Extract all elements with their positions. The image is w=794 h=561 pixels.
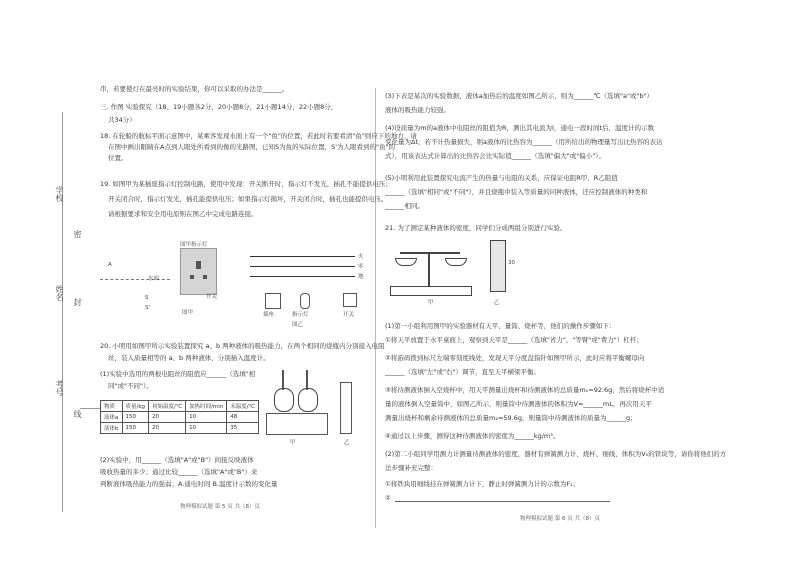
q18-line2: 在图中画出眼睛在A点到人眼处所看到的像的光路图，已知S为鱼的实际位置，S'为人眼看到的"鱼"的 <box>108 143 395 151</box>
q19-line3: 请根据要求和安全用电原则在图乙中完成电路连接。 <box>108 210 258 218</box>
fig-yi-label: 乙 <box>344 440 350 446</box>
q21-step-2: ①将天平放置于水平桌面上，观察到天平是______（选填"省力"、"等臂"或"费力"）杠杆； <box>385 336 643 344</box>
live-wire <box>250 256 355 257</box>
table-header-cell: 初始温度/℃ <box>149 401 186 412</box>
q20-cont-line5: 式），用该表达式计算出的比热容会比实际值______（选填"偏大"或"偏小"）。 <box>385 152 605 160</box>
table-header-cell: 物质 <box>101 401 123 412</box>
right-page-footer: 物理模拟试题 第 6 页 共（8）页 <box>520 516 600 522</box>
plug-label: 插座 <box>263 312 275 318</box>
answer-blank-line <box>395 501 610 502</box>
point-s-prime-label: S' <box>145 305 151 311</box>
thermometer-scale-icon <box>340 382 352 434</box>
balance-base-icon <box>390 286 472 296</box>
q20-q2-line2: 吸收热量的多少；通过比较______（选填"A"或"B"）来 <box>100 468 258 476</box>
graduated-cylinder-icon <box>490 240 506 292</box>
table-cell: 150 <box>122 412 149 423</box>
ground-wire <box>250 276 355 277</box>
socket-hole-icon <box>196 261 201 269</box>
plug-symbol-icon <box>265 293 281 309</box>
table-cell: 液体a <box>101 412 123 423</box>
fig-jia-label: 甲 <box>290 440 296 446</box>
binding-line <box>62 112 63 512</box>
q21-step-1: (1)第一小组利用图甲的实验器材有天平、量筒、烧杯等，他们的操作步骤如下： <box>385 322 616 330</box>
q21-step-8: ④通过以上步骤，测得这种待测液体的密度为______kg/m³。 <box>385 432 560 440</box>
q20-cont-line4: 变化量为Δt，若不计热量损失，则a液体的比热容为______（用所给出的物理量写出比热容的表达 <box>385 138 663 146</box>
q19-line2: 开关闭合时，指示灯发光，插孔能提供电压；如果指示灯损坏，开关闭合时，插孔也能提供电压。 <box>108 195 388 203</box>
table-header-row <box>101 401 259 412</box>
point-a-label: A <box>108 262 112 268</box>
q21-step-3: ②将游码拨到标尺左端零刻度线处，发现天平分度盘指针如图甲所示，此时应将平衡螺母向 <box>385 354 645 362</box>
light-symbol-icon <box>300 293 310 309</box>
light-label: 指示灯 <box>292 312 309 318</box>
fig-jia-label: 图甲 <box>182 310 194 316</box>
left-page-footer: 物理模拟试题 第 5 页 共（8）页 <box>180 504 260 510</box>
school-label: 学校 <box>55 186 64 202</box>
balance-pan-icon <box>395 258 417 266</box>
cylinder-reading: 30 <box>508 260 515 266</box>
table-cell: 液体b <box>101 423 123 434</box>
socket-picture <box>180 248 217 295</box>
q18-q19-figures <box>100 242 375 338</box>
q20-q1-line1: (1)实验中选用的两根电阻丝的阻值应______（选填"相 <box>100 370 256 378</box>
table-header-cell: 末温度/℃ <box>227 401 259 412</box>
socket-hole-icon <box>190 275 194 279</box>
socket-hole-icon <box>203 275 207 279</box>
balance-pan-icon <box>445 258 467 266</box>
thermometer-a-icon <box>282 370 284 390</box>
q21-step-4: ______（选填"左"或"右"）调节，直至天平横梁平衡； <box>385 368 540 376</box>
exam-no-label: 考号 <box>55 380 64 396</box>
flask-b-icon <box>298 388 318 412</box>
q20-cont-line7: ______（选填"相同"或"不同"），并且烧瓶中装入等质量的同种液体，还应控制液体的种类和 <box>385 188 648 196</box>
q21-step-10: 法步骤补充完整： <box>385 464 437 472</box>
table-cell: 20 <box>149 423 186 434</box>
table-header-cell: 质量/kg <box>122 401 149 412</box>
switch2-label: 开关 <box>343 312 355 318</box>
q18-line3: 位置。 <box>108 154 128 162</box>
q19-line1: 19. 如图甲为某插座指示灯控制电路，使用中发现：开关断开时，指示灯不发光，插孔不能提供电压； <box>100 180 392 188</box>
seal-mark-3: 线 <box>73 410 82 418</box>
seal-mark-2: 封 <box>73 298 82 306</box>
q20-q2-line3: 判断液体吸热能力的强弱；A.通电时间 B.温度计示数的变化量 <box>100 480 278 488</box>
switch-label: 开关 <box>206 294 218 300</box>
live-label: 火 <box>358 254 364 260</box>
table-cell: 150 <box>122 423 149 434</box>
table-header-cell: 加热时间/min <box>186 401 227 412</box>
table-row <box>101 412 259 423</box>
q20-line2: 丝，装入质量相等的 a、b 两种液体，分别插入温度计。 <box>108 354 270 362</box>
switch-symbol-icon <box>343 293 357 307</box>
point-s-label: S <box>145 295 149 301</box>
q20-cont-line8: ______相同。 <box>385 202 424 210</box>
name-label: 姓名 <box>55 285 64 301</box>
water-surface-line <box>100 279 170 280</box>
q20-line1: 20. 小明用如图甲所示实验装置探究 a、b 两种液体的吸热能力，在两个相同的烧瓶内分别接入电阻 <box>100 342 385 350</box>
fig-yi-label: 图乙 <box>292 322 304 328</box>
q21-title: 21. 为了测定某种液体的密度，同学们分成两组分别进行实验。 <box>385 224 567 232</box>
ground-label: 地 <box>358 274 364 280</box>
q20-q2-line1: (2)实验中，用______（选填"A"或"B"）间接反映液体 <box>100 456 254 464</box>
section3-title: 三. 作图 实验探究（18、19小题各2分，20小题8分，21小题14分，22小题8分， <box>100 103 338 111</box>
table-row <box>101 423 259 434</box>
q21-step-11: ①将铁块用细线挂在弹簧测力计下，静止时弹簧测力计的示数为F₁； <box>385 480 580 488</box>
q18-line1: 18. 在轮船的航标平面示意图中，某乘客发现水面上有一个"鱼"的位置，若此时若要看清"鱼"则应下的地方，请 <box>100 132 417 140</box>
q17-tail: 串，若要使灯在最亮时的实验结果，你可以采取的办法是______。 <box>100 85 289 93</box>
q20-data-table <box>100 400 259 434</box>
q20-cont-line1: (3)下表是某次的实验数据，液体a加热后的温度如图乙所示，则为______℃（选填"a"或"b"） <box>385 92 654 100</box>
q20-q1-line2: 同"或"不同"）。 <box>108 382 153 390</box>
water-surface-label: 水面 <box>148 276 160 282</box>
q21-step-12: ② <box>385 494 391 502</box>
section3-total: 共34分） <box>108 116 136 124</box>
table-cell: 10 <box>186 423 227 434</box>
socket-light-label: 图甲指示灯 <box>180 242 208 248</box>
q20-apparatus-figure <box>262 368 370 453</box>
fig-jia-label: 甲 <box>428 300 434 306</box>
q20-cont-line6: (5)小明利用此装置探究电流产生的热量与电阻的关系，应保证电阻R甲、R乙阻值 <box>385 174 618 182</box>
table-cell: 20 <box>149 412 186 423</box>
margin-rule <box>80 408 100 409</box>
q21-step-9: (2)第二小组同学用测力计测量待测液体的密度，器材有弹簧测力计、烧杯、细线、体积为V₀的铁块等，请你将他们的方 <box>385 450 727 458</box>
page-divider <box>375 88 376 528</box>
balance-beam-icon <box>400 252 460 254</box>
table-cell: 35 <box>227 423 259 434</box>
seal-mark-1: 密 <box>73 230 82 238</box>
q21-step-5: ③将待测液体倒入空烧杯中，用天平测量出烧杯和待测液体的总质量m₁=92.6g，然后将烧杯中适 <box>385 386 665 394</box>
q20-cont-line2: 液体的吸热能力较强。 <box>385 106 450 114</box>
q20-cont-line3: (4)设质量为m的a液体中电阻丝的阻值为R，测出其电流为I，通电一段时间t后，温度计的示数 <box>385 124 655 132</box>
thermometer-b-icon <box>306 370 308 390</box>
q21-step-6: 量的液体倒入空量筒中，如图乙所示，则量筒中待测液体的体积为V=______mL，再次用天平 <box>385 400 652 408</box>
neutral-wire <box>250 266 355 267</box>
q21-figures <box>390 240 550 310</box>
circuit-base-icon <box>266 413 328 435</box>
table-cell: 48 <box>227 412 259 423</box>
flask-a-icon <box>274 388 294 412</box>
balance-pillar-icon <box>428 252 430 287</box>
neutral-label: 零 <box>358 264 364 270</box>
table-cell: 10 <box>186 412 227 423</box>
q21-step-7: 测量出烧杯和剩余待测液体的总质量m₂=59.6g，则量筒中待测液体的质量为______g； <box>385 414 637 422</box>
fig-yi-label: 乙 <box>494 300 500 306</box>
